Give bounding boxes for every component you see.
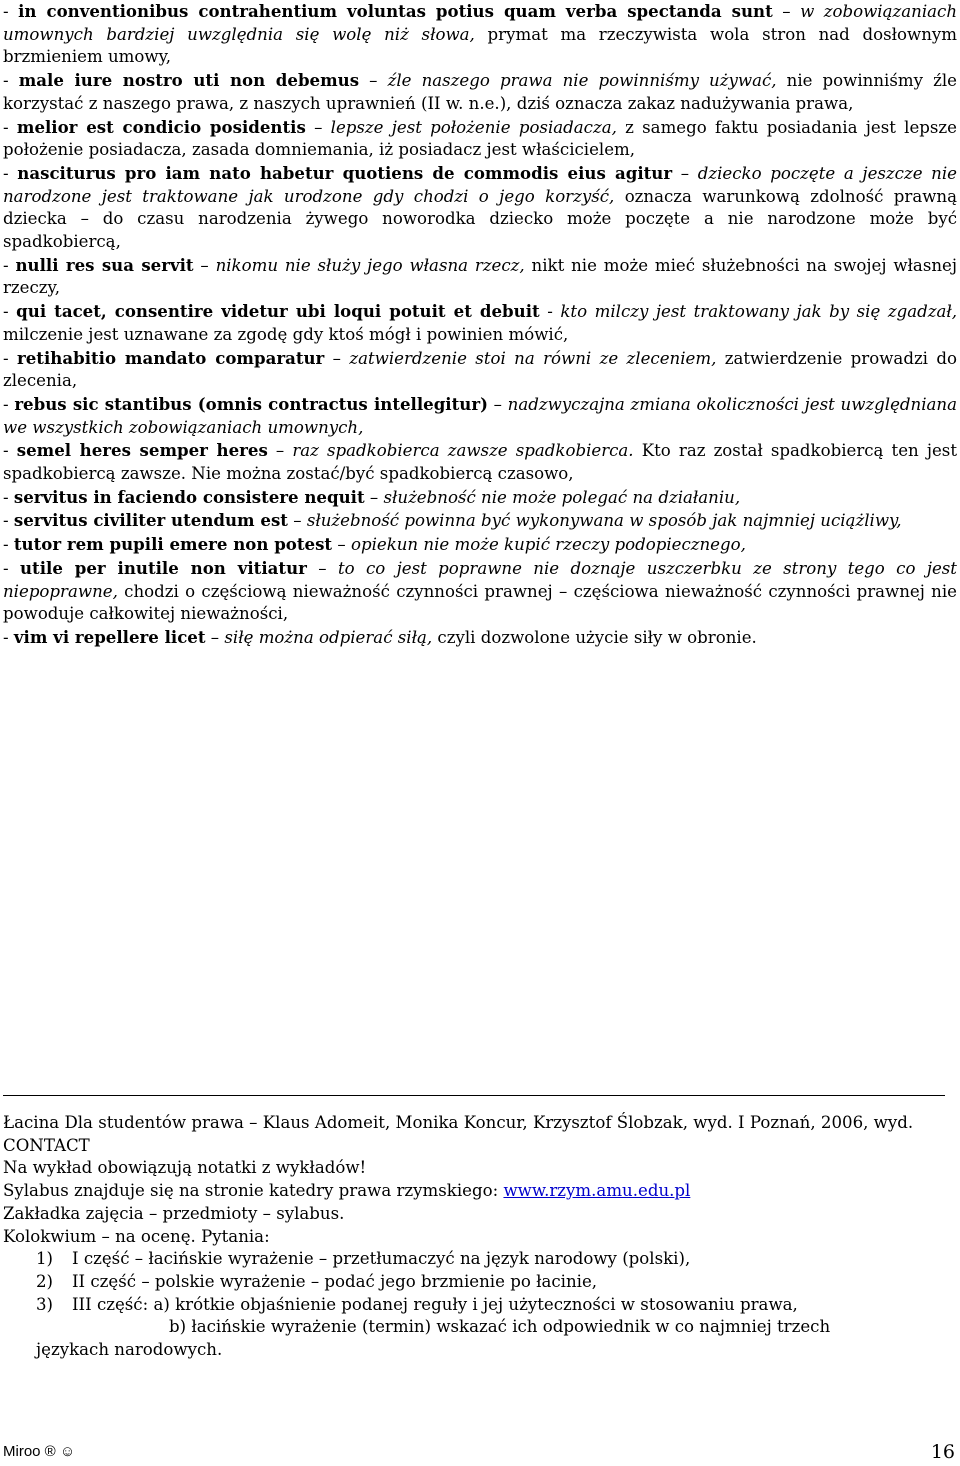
entry-separator: – (672, 163, 698, 183)
maxim-entry (3, 347, 957, 393)
maxim-translation: źle naszego prawa nie powinniśmy używać, (387, 71, 777, 91)
entry-dash: - (3, 117, 9, 137)
page-number: 16 (930, 1441, 955, 1463)
entry-dash: - (3, 535, 9, 555)
question-text: III część: a) krótkie objaśnienie podanej reguły i jej użyteczności w stosowaniu prawa, (72, 1294, 798, 1314)
maxim-entry (3, 254, 957, 300)
latin-maxim: rebus sic stantibus (omnis contractus intellegitur) (14, 393, 488, 414)
maxim-explanation: czyli dozwolone użycie siły w obronie. (432, 627, 757, 647)
entry-dash: - (3, 348, 9, 368)
latin-maxim: melior est condicio posidentis (16, 116, 306, 137)
entry-dash: - (3, 511, 9, 531)
lecture-note: Na wykład obowiązują notatki z wykładów! (3, 1158, 367, 1178)
question-text: I część – łacińskie wyrażenie – przetłumaczyć na język narodowy (polski), (72, 1249, 691, 1269)
question-text: II część – polskie wyrażenie – podać jego brzmienie po łacinie, (72, 1271, 598, 1291)
entry-dash: - (3, 255, 9, 275)
maxim-explanation: nikt nie może mieć służebności na swojej własnej rzeczy, (3, 255, 957, 298)
maxim-explanation: zatwierdzenie prowadzi do zlecenia, (3, 348, 957, 391)
exam-note: Kolokwium – na ocenę. Pytania: (3, 1226, 270, 1246)
author-brand: Miroo ® ☺ (3, 1443, 76, 1460)
maxim-entry (3, 557, 957, 626)
maxim-translation: to co jest poprawne nie doznaje uszczerbku ze strony tego co jest niepoprawne, (3, 558, 957, 601)
latin-maxim: vim vi repellere licet (13, 626, 206, 647)
maxim-explanation: nie powinniśmy źle korzystać z naszego prawa, z naszych uprawnień (II w. n.e.), dziś oznacza zakaz nadużywania prawa, (3, 71, 957, 113)
exam-questions (3, 1248, 953, 1316)
maxim-translation: służebność nie może polegać na działaniu, (383, 487, 741, 507)
maxim-translation: raz spadkobierca zawsze spadkobierca. (292, 441, 634, 461)
latin-maxim: retihabitio mandato comparatur (17, 347, 325, 368)
maxims-list (3, 0, 957, 650)
maxim-translation: służebność powinna być wykonywana w sposób jak najmniej uciążliwy, (306, 511, 902, 531)
question-3b: b) łacińskie wyrażenie (termin) wskazać ich odpowiednik w co najmniej trzech (169, 1317, 831, 1337)
entry-separator: – (364, 487, 384, 507)
maxim-translation: nikomu nie służy jego własna rzecz, (215, 255, 525, 275)
entry-separator: – (287, 511, 307, 531)
question-number: 3) (36, 1294, 54, 1314)
maxim-translation: siłę można odpierać siłą, (224, 627, 433, 647)
book-reference: Łacina Dla studentów prawa – Klaus Adomeit, Monika Koncur, Krzysztof Ślobzak, wyd. I Poznań, 2006, wyd. CONTACT (3, 1113, 914, 1155)
entry-separator: – (306, 558, 338, 578)
maxim-explanation: z samego faktu posiadania jest lepsze położenie posiadacza, zasada domniemania, iż posiadacz jest właścicielem, (3, 117, 957, 160)
exam-question (3, 1248, 953, 1271)
maxim-entry (3, 533, 957, 557)
maxim-entry (3, 509, 957, 533)
maxim-translation: lepsze jest położenie posiadacza, (330, 117, 617, 137)
maxim-explanation: Kto raz został spadkobiercą ten jest spadkobiercą zawsze. Nie można zostać/być spadkobiercą czasowo, (3, 441, 957, 484)
entry-dash: - (3, 394, 9, 414)
latin-maxim: tutor rem pupili emere non potest (13, 534, 333, 555)
entry-separator: - (539, 302, 561, 322)
maxim-entry (3, 162, 957, 254)
maxim-explanation: chodzi o częściową nieważność czynności prawnej – częściowa nieważność czynności prawnej nie powoduje całkowitej nieważności, (3, 581, 957, 624)
latin-maxim: servitus in faciendo consistere nequit (13, 486, 365, 507)
entry-separator: – (772, 2, 801, 21)
latin-maxim: nulli res sua servit (15, 254, 194, 275)
maxim-translation: nadzwyczajna zmiana okoliczności jest uwzględniana we wszystkich zobowiązaniach umownych, (3, 394, 957, 437)
maxim-explanation: oznacza warunkową zdolność prawną dziecka – do czasu narodzenia żywego noworodka dziecko może poczęte a nie narodzone może być spadkobiercą, (3, 186, 957, 252)
entry-separator: – (487, 394, 508, 414)
question-3b-cont: językach narodowych. (36, 1340, 223, 1360)
maxim-entry (3, 486, 957, 510)
latin-maxim: servitus civiliter utendum est (13, 510, 288, 531)
question-number: 2) (36, 1271, 54, 1291)
entry-separator: – (359, 71, 388, 91)
entry-separator: – (332, 535, 351, 555)
syllabus-link[interactable]: www.rzym.amu.edu.pl (503, 1181, 691, 1201)
syllabus-note (3, 1180, 953, 1203)
maxim-explanation: prymat ma rzeczywista wola stron nad dosłownym brzmieniem umowy, (3, 24, 957, 67)
question-number: 1) (36, 1249, 54, 1269)
latin-maxim: nasciturus pro iam nato habetur quotiens de commodis eius agitur (17, 162, 673, 183)
entry-dash: - (3, 441, 9, 461)
maxim-translation: dziecko poczęte a jeszcze nie narodzone jest traktowane jak urodzone gdy chodzi o jego korzyść, (3, 163, 957, 206)
entry-dash: - (3, 163, 9, 183)
maxim-translation: kto milczy jest traktowany jak by się zgadzał, (560, 302, 958, 322)
latin-maxim: semel heres semper heres (16, 440, 268, 461)
maxim-entry (3, 0, 957, 69)
exam-question (3, 1271, 953, 1294)
latin-maxim: utile per inutile non vitiatur (19, 557, 307, 578)
maxim-entry (3, 439, 957, 485)
maxim-translation: opiekun nie może kupić rzeczy podopiecznego, (350, 535, 746, 555)
tab-note: Zakładka zajęcia – przedmioty – sylabus. (3, 1203, 345, 1223)
entry-dash: - (3, 2, 9, 21)
maxim-entry (3, 116, 957, 162)
latin-maxim: in conventionibus contrahentium voluntas potius quam verba spectanda sunt (18, 1, 773, 21)
entry-separator: – (267, 441, 293, 461)
syllabus-text: Sylabus znajduje się na stronie katedry prawa rzymskiego: (3, 1181, 504, 1201)
maxim-translation: w zobowiązaniach umownych bardziej uwzględnia się wolę niż słowa, (3, 2, 958, 44)
maxim-entry (3, 626, 957, 650)
maxim-translation: zatwierdzenie stoi na równi ze zleceniem, (349, 348, 717, 368)
entry-separator: – (324, 348, 350, 368)
latin-maxim: qui tacet, consentire videtur ubi loqui potuit et debuit (16, 301, 540, 322)
entry-dash: - (3, 71, 9, 91)
footnote-divider (3, 1095, 945, 1096)
entry-separator: – (193, 255, 216, 275)
maxim-entry (3, 69, 957, 115)
course-notes (3, 1112, 953, 1362)
exam-question (3, 1294, 953, 1317)
maxim-entry (3, 300, 957, 346)
maxim-entry (3, 393, 957, 439)
entry-separator: – (305, 117, 331, 137)
entry-dash: - (3, 487, 9, 507)
entry-dash: - (3, 627, 9, 647)
entry-separator: – (205, 627, 225, 647)
entry-dash: - (3, 558, 9, 578)
maxim-explanation: milczenie jest uznawane za zgodę gdy ktoś mógł i powinien mówić, (3, 324, 569, 344)
latin-maxim: male iure nostro uti non debemus (18, 70, 360, 91)
entry-dash: - (3, 302, 9, 322)
page-footer (3, 1443, 955, 1465)
